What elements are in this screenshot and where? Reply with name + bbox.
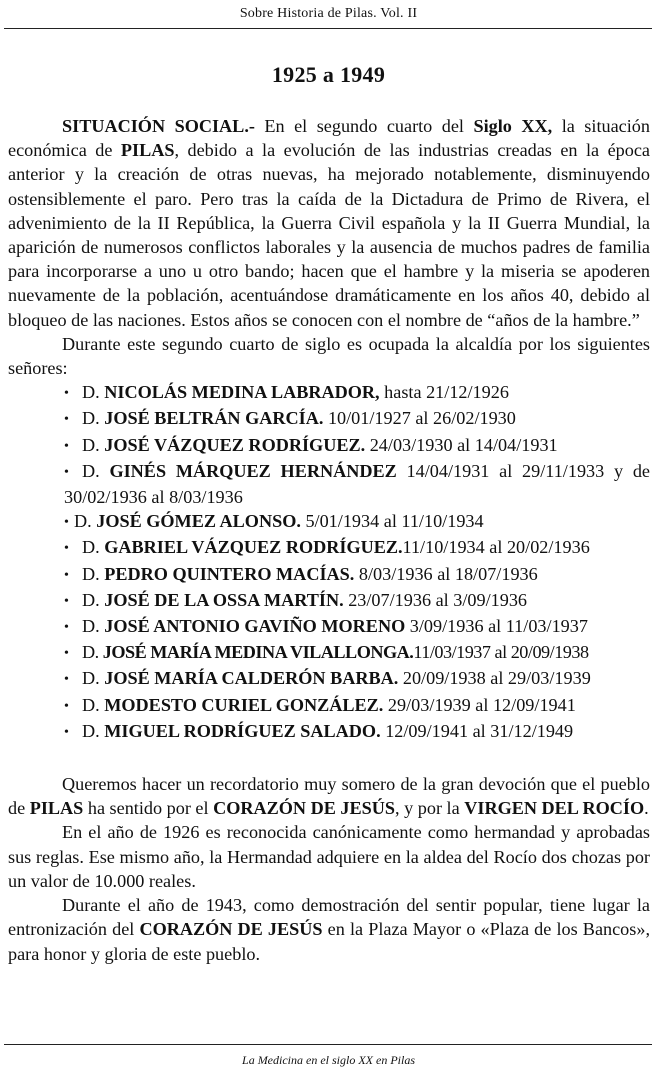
mayor-item: [64, 666, 650, 692]
mayor-dates: 3/09/1936 al 11/03/1937: [405, 616, 588, 637]
mayor-prefix: D.: [74, 511, 97, 532]
bullet-icon: •: [64, 515, 69, 531]
mayor-item: [64, 380, 650, 406]
mayor-name: MODESTO CURIEL GONZÁLEZ.: [104, 694, 384, 715]
mayor-name: JOSÉ ANTONIO GAVIÑO MORENO: [104, 616, 406, 637]
mayor-prefix: D.: [82, 537, 105, 558]
text-run: , y por la: [395, 798, 465, 819]
mayor-prefix: D.: [82, 460, 110, 481]
text-run: .: [644, 798, 649, 819]
bold-term: PILAS: [120, 140, 175, 161]
bullet-icon: •: [64, 698, 69, 714]
footer-rule: [4, 1044, 652, 1045]
text-run: Durante el año de 1943, como demostración del sentir popular, tiene lugar la entronización del: [8, 895, 650, 940]
text-run: la situación económica de: [8, 116, 650, 161]
mayor-dates: 20/09/1938 al 29/03/1939: [398, 668, 591, 689]
mayor-name: NICOLÁS MEDINA LABRADOR,: [104, 382, 380, 403]
mayor-prefix: D.: [82, 434, 105, 455]
paragraph-enthronement: [8, 893, 650, 966]
mayor-dates: hasta 21/12/1926: [379, 382, 509, 403]
mayor-item: [64, 562, 650, 588]
body-text: [8, 114, 650, 966]
mayor-name: MIGUEL RODRÍGUEZ SALADO.: [104, 720, 381, 741]
mayor-name: GABRIEL VÁZQUEZ RODRÍGUEZ.: [104, 537, 403, 558]
mayor-name: PEDRO QUINTERO MACÍAS.: [104, 563, 355, 584]
mayor-prefix: D.: [82, 382, 105, 403]
page-title: 1925 a 1949: [271, 62, 386, 87]
mayor-prefix: D.: [82, 668, 105, 689]
mayor-name: GINÉS MÁRQUEZ HERNÁNDEZ: [109, 460, 397, 481]
text-run: en la Plaza Mayor o «Plaza de los Bancos», para honor y gloria de este pueblo.: [8, 919, 650, 964]
mayor-prefix: D.: [82, 694, 105, 715]
mayor-item: [64, 640, 650, 666]
section-gap: [8, 745, 650, 772]
bullet-icon: •: [64, 724, 69, 740]
mayor-item: [64, 614, 650, 640]
section-heading: SITUACIÓN SOCIAL.-: [62, 116, 255, 136]
mayor-dates: 29/03/1939 al 12/09/1941: [383, 694, 576, 715]
mayor-item: [64, 509, 650, 535]
paragraph-social-situation: [8, 114, 650, 332]
text-run: En el segundo cuarto del: [254, 116, 474, 136]
mayor-item: [64, 406, 650, 432]
bold-term: CORAZÓN DE JESÚS: [139, 919, 323, 940]
paragraph-devotion: [8, 772, 650, 820]
mayor-item: [64, 588, 650, 614]
mayor-name: JOSÉ BELTRÁN GARCÍA.: [104, 408, 324, 429]
mayor-item: [64, 535, 650, 561]
mayor-dates: 11/10/1934 al 20/02/1936: [402, 537, 590, 558]
mayor-name: JOSÉ GÓMEZ ALONSO.: [96, 511, 301, 532]
mayor-item: [64, 459, 650, 509]
bullet-icon: •: [64, 672, 69, 688]
bullet-icon: •: [64, 438, 69, 454]
bullet-icon: •: [64, 464, 69, 480]
header-rule: [4, 28, 652, 29]
bullet-icon: •: [64, 386, 69, 402]
mayor-item: [64, 693, 650, 719]
mayor-name: JOSÉ MARÍA CALDERÓN BARBA.: [104, 668, 399, 689]
mayor-prefix: D.: [82, 616, 105, 637]
mayor-dates: 14/04/1931 al 29/11/1933 y de 30/02/1936 al 8/03/1936: [64, 460, 651, 508]
bold-term: CORAZÓN DE JESÚS: [213, 798, 396, 819]
mayor-dates: 5/01/1934 al 11/10/1934: [300, 511, 484, 532]
running-footer: La Medicina en el siglo XX en Pilas: [242, 1053, 415, 1067]
text-run: Queremos hacer un recordatorio muy somero de la gran devoción que el pueblo de: [8, 774, 650, 819]
paragraph-mayors-intro: Durante este segundo cuarto de siglo es ocupada la alcaldía por los siguientes señores:: [8, 333, 650, 379]
mayor-item: [64, 433, 650, 459]
mayors-list: [8, 380, 650, 745]
mayor-dates: 11/03/1937 al 20/09/1938: [413, 642, 589, 663]
running-header: Sobre Historia de Pilas. Vol. II: [239, 6, 418, 21]
bullet-icon: •: [64, 646, 69, 662]
mayor-name: JOSÉ MARÍA MEDINA VILALLONGA.: [102, 642, 414, 663]
mayor-prefix: D.: [82, 720, 105, 741]
mayor-prefix: D.: [82, 642, 103, 663]
bold-term: VIRGEN DEL ROCÍO: [464, 798, 645, 819]
mayor-item: [64, 719, 650, 745]
mayor-name: JOSÉ DE LA OSSA MARTÍN.: [104, 589, 344, 610]
mayor-prefix: D.: [82, 589, 105, 610]
bullet-icon: •: [64, 567, 69, 583]
mayor-dates: 23/07/1936 al 3/09/1936: [343, 589, 528, 610]
text-run: ha sentido por el: [83, 798, 214, 819]
bold-term: Siglo XX,: [473, 116, 553, 136]
text-run: , debido a la evolución de las industrias creadas en la época anterior y la creación de otras nuevas, ha mejorado notablemente, disminuyendo ostensiblemente el paro. Pero tras la caída de la Dictadura de Primo de Rivera, el advenimiento de la II República, la Guerra Civil española y la II Guerra Mundial, la aparición de numerosos conflictos laborales y la ausencia de muchos padres de familia para incorporarse a uno u otro bando; hacen que el hambre y la miseria se apoderen nuevamente de la población, acentuándose dramáticamente en los años 40, debido al bloqueo de las naciones. Estos años se conocen con el nombre de “años de la hambre.”: [8, 140, 651, 330]
mayor-prefix: D.: [82, 563, 105, 584]
mayor-name: JOSÉ VÁZQUEZ RODRÍGUEZ.: [104, 434, 366, 455]
bullet-icon: •: [64, 541, 69, 557]
paragraph-brotherhood: En el año de 1926 es reconocida canónicamente como hermandad y aprobadas sus reglas. Ese mismo año, la Hermandad adquiere en la aldea del Rocío dos chozas por un valor de 10.000 reales.: [8, 822, 650, 891]
mayor-dates: 24/03/1930 al 14/04/1931: [365, 434, 558, 455]
bold-term: PILAS: [29, 798, 84, 819]
bullet-icon: •: [64, 593, 69, 609]
mayor-prefix: D.: [82, 408, 105, 429]
bullet-icon: •: [64, 412, 69, 428]
mayor-dates: 12/09/1941 al 31/12/1949: [380, 720, 574, 741]
mayor-dates: 10/01/1927 al 26/02/1930: [323, 408, 516, 429]
mayor-dates: 8/03/1936 al 18/07/1936: [354, 563, 538, 584]
bullet-icon: •: [64, 620, 69, 636]
